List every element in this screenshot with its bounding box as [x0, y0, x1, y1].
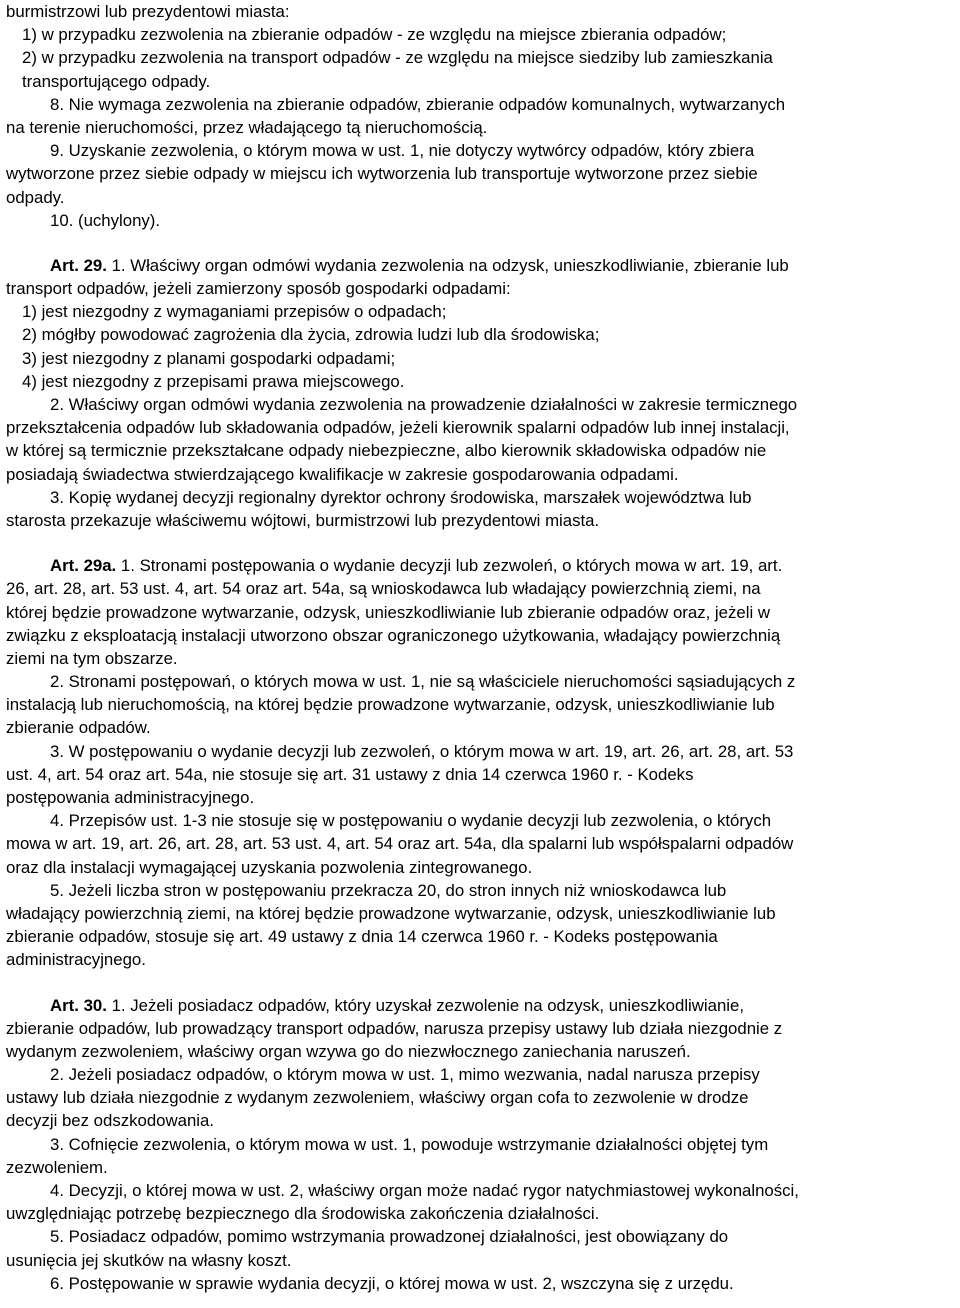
- paragraph-line: 2. Stronami postępowań, o których mowa w ust. 1, nie są właściciele nieruchomości sąsiadujących z: [50, 672, 796, 692]
- spacer: [6, 972, 956, 994]
- paragraph-line: 2. Jeżeli posiadacz odpadów, o którym mowa w ust. 1, mimo wezwania, nadal narusza przepisy: [50, 1065, 760, 1085]
- paragraph-line: uwzględniając potrzebę bezpiecznego dla środowiska zakończenia działalności.: [6, 1204, 600, 1224]
- paragraph-line: ustawy lub działa niezgodnie z wydanym zezwoleniem, właściwy organ cofa to zezwolenie w drodze: [6, 1088, 749, 1108]
- text-line: transportującego odpady.: [22, 71, 211, 91]
- paragraph-line: 6. Postępowanie w sprawie wydania decyzji, o której mowa w ust. 2, wszczyna się z urzędu.: [50, 1273, 734, 1293]
- paragraph-line: 10. (uchylony).: [50, 210, 161, 230]
- list-item: 2) w przypadku zezwolenia na transport odpadów - ze względu na miejsce siedziby lub zamieszkania: [22, 48, 773, 68]
- text-line: burmistrzowi lub prezydentowi miasta:: [6, 2, 290, 21]
- paragraph-line: związku z eksploatacją instalacji utworzono obszar ograniczonego użytkowania, władający powierzchnią: [6, 625, 781, 645]
- paragraph-line: postępowania administracyjnego.: [6, 788, 255, 807]
- list-item: 4) jest niezgodny z przepisami prawa miejscowego.: [22, 371, 405, 391]
- paragraph-line: przekształcenia odpadów lub składowania odpadów, jeżeli kierownik spalarni odpadów lub innej instalacji,: [6, 418, 790, 438]
- paragraph-line: 26, art. 28, art. 53 ust. 4, art. 54 oraz art. 54a, są wnioskodawca lub władający powierzchnią ziemi, na: [6, 579, 761, 599]
- paragraph-line: zbieranie odpadów.: [6, 718, 151, 738]
- paragraph-line: mowa w art. 19, art. 26, art. 28, art. 53 ust. 4, art. 54 oraz art. 54a, dla spalarni lub współspalarni odpadów: [6, 834, 794, 854]
- paragraph-line: oraz dla instalacji wymagającej uzyskania pozwolenia zintegrowanego.: [6, 857, 533, 877]
- paragraph-line: decyzji bez odszkodowania.: [6, 1111, 215, 1131]
- list-item: 1) w przypadku zezwolenia na zbieranie odpadów - ze względu na miejsce zbierania odpadów;: [22, 25, 727, 45]
- paragraph-line: starosta przekazuje właściwemu wójtowi, burmistrzowi lub prezydentowi miasta.: [6, 510, 600, 530]
- paragraph-line: władający powierzchnią ziemi, na której będzie prowadzone wytwarzanie, odzysk, unieszkodliwianie lub: [6, 903, 776, 923]
- article-heading-line: [6, 254, 956, 277]
- article-number: Art. 30.: [50, 995, 107, 1015]
- paragraph-line: w której są termicznie przekształcane odpady niebezpieczne, albo kierownik składowiska odpadów nie: [6, 441, 767, 461]
- paragraph-line: 3. Kopię wydanej decyzji regionalny dyrektor ochrony środowiska, marszałek województwa lub: [50, 487, 752, 507]
- paragraph-text: 1. Stronami postępowania o wydanie decyzji lub zezwoleń, o których mowa w art. 19, art.: [120, 556, 783, 576]
- paragraph-line: 3. Cofnięcie zezwolenia, o którym mowa w ust. 1, powoduje wstrzymanie działalności objętej tym: [50, 1134, 769, 1154]
- paragraph-line: posiadają świadectwa stwierdzającego kwalifikacje w zakresie gospodarowania odpadami.: [6, 464, 679, 484]
- paragraph-text: 1. Właściwy organ odmówi wydania zezwolenia na odzysk, unieszkodliwianie, zbieranie lub: [111, 255, 789, 275]
- paragraph-line: transport odpadów, jeżeli zamierzony sposób gospodarki odpadami:: [6, 279, 511, 299]
- paragraph-line: 5. Posiadacz odpadów, pomimo wstrzymania prowadzonej działalności, jest obowiązany do: [50, 1227, 729, 1247]
- document-page: [6, 0, 956, 1295]
- paragraph-line: ust. 4, art. 54 oraz art. 54a, nie stosuje się art. 31 ustawy z dnia 14 czerwca 1960 r. - Kodeks: [6, 764, 694, 784]
- list-item: 2) mógłby powodować zagrożenia dla życia, zdrowia ludzi lub dla środowiska;: [22, 325, 600, 345]
- article-number: Art. 29a.: [50, 556, 117, 576]
- paragraph-line: instalacją lub nieruchomością, na której będzie prowadzone wytwarzanie, odzysk, unieszkodliwianie lub: [6, 695, 775, 715]
- paragraph-line: usunięcia jej skutków na własny koszt.: [6, 1250, 292, 1270]
- paragraph-line: odpady.: [6, 187, 65, 207]
- spacer: [6, 232, 956, 254]
- paragraph-text: 1. Jeżeli posiadacz odpadów, który uzyskał zezwolenie na odzysk, unieszkodliwianie,: [111, 995, 745, 1015]
- paragraph-line: zbieranie odpadów, stosuje się art. 49 ustawy z dnia 14 czerwca 1960 r. - Kodeks postępowania: [6, 927, 718, 947]
- paragraph-line: zezwoleniem.: [6, 1157, 108, 1177]
- paragraph-line: na terenie nieruchomości, przez władającego tą nieruchomością.: [6, 117, 488, 137]
- paragraph-line: zbieranie odpadów, lub prowadzący transport odpadów, narusza przepisy ustawy lub działa niezgodnie z: [6, 1018, 783, 1038]
- article-heading-line: [6, 994, 956, 1017]
- paragraph-line: 3. W postępowaniu o wydanie decyzji lub zezwoleń, o którym mowa w art. 19, art. 26, art. 28, art. 53: [50, 741, 794, 761]
- paragraph-line: 9. Uzyskanie zezwolenia, o którym mowa w ust. 1, nie dotyczy wytwórcy odpadów, który zbiera: [50, 141, 755, 161]
- paragraph-line: wydanym zezwoleniem, właściwy organ wzywa go do niezwłocznego zaniechania naruszeń.: [6, 1041, 691, 1061]
- article-heading-line: [6, 554, 956, 577]
- spacer: [6, 532, 956, 554]
- list-item: 1) jest niezgodny z wymaganiami przepisów o odpadach;: [22, 302, 447, 322]
- paragraph-line: której będzie prowadzone wytwarzanie, odzysk, unieszkodliwianie lub zbieranie odpadów oraz, jeżeli w: [6, 602, 770, 622]
- list-item: 3) jest niezgodny z planami gospodarki odpadami;: [22, 348, 396, 368]
- paragraph-line: 8. Nie wymaga zezwolenia na zbieranie odpadów, zbieranie odpadów komunalnych, wytwarzanych: [50, 94, 786, 114]
- paragraph-line: 4. Przepisów ust. 1-3 nie stosuje się w postępowaniu o wydanie decyzji lub zezwolenia, o których: [50, 811, 772, 831]
- paragraph-line: 4. Decyzji, o której mowa w ust. 2, właściwy organ może nadać rygor natychmiastowej wykonalności,: [50, 1181, 799, 1200]
- paragraph-line: administracyjnego.: [6, 950, 146, 970]
- paragraph-line: 5. Jeżeli liczba stron w postępowaniu przekracza 20, do stron innych niż wnioskodawca lub: [50, 880, 727, 900]
- paragraph-line: ziemi na tym obszarze.: [6, 648, 178, 668]
- article-number: Art. 29.: [50, 255, 107, 275]
- paragraph-line: wytworzone przez siebie odpady w miejscu ich wytworzenia lub transportuje wytworzone przez siebie: [6, 164, 758, 184]
- paragraph-line: 2. Właściwy organ odmówi wydania zezwolenia na prowadzenie działalności w zakresie termicznego: [50, 395, 798, 414]
